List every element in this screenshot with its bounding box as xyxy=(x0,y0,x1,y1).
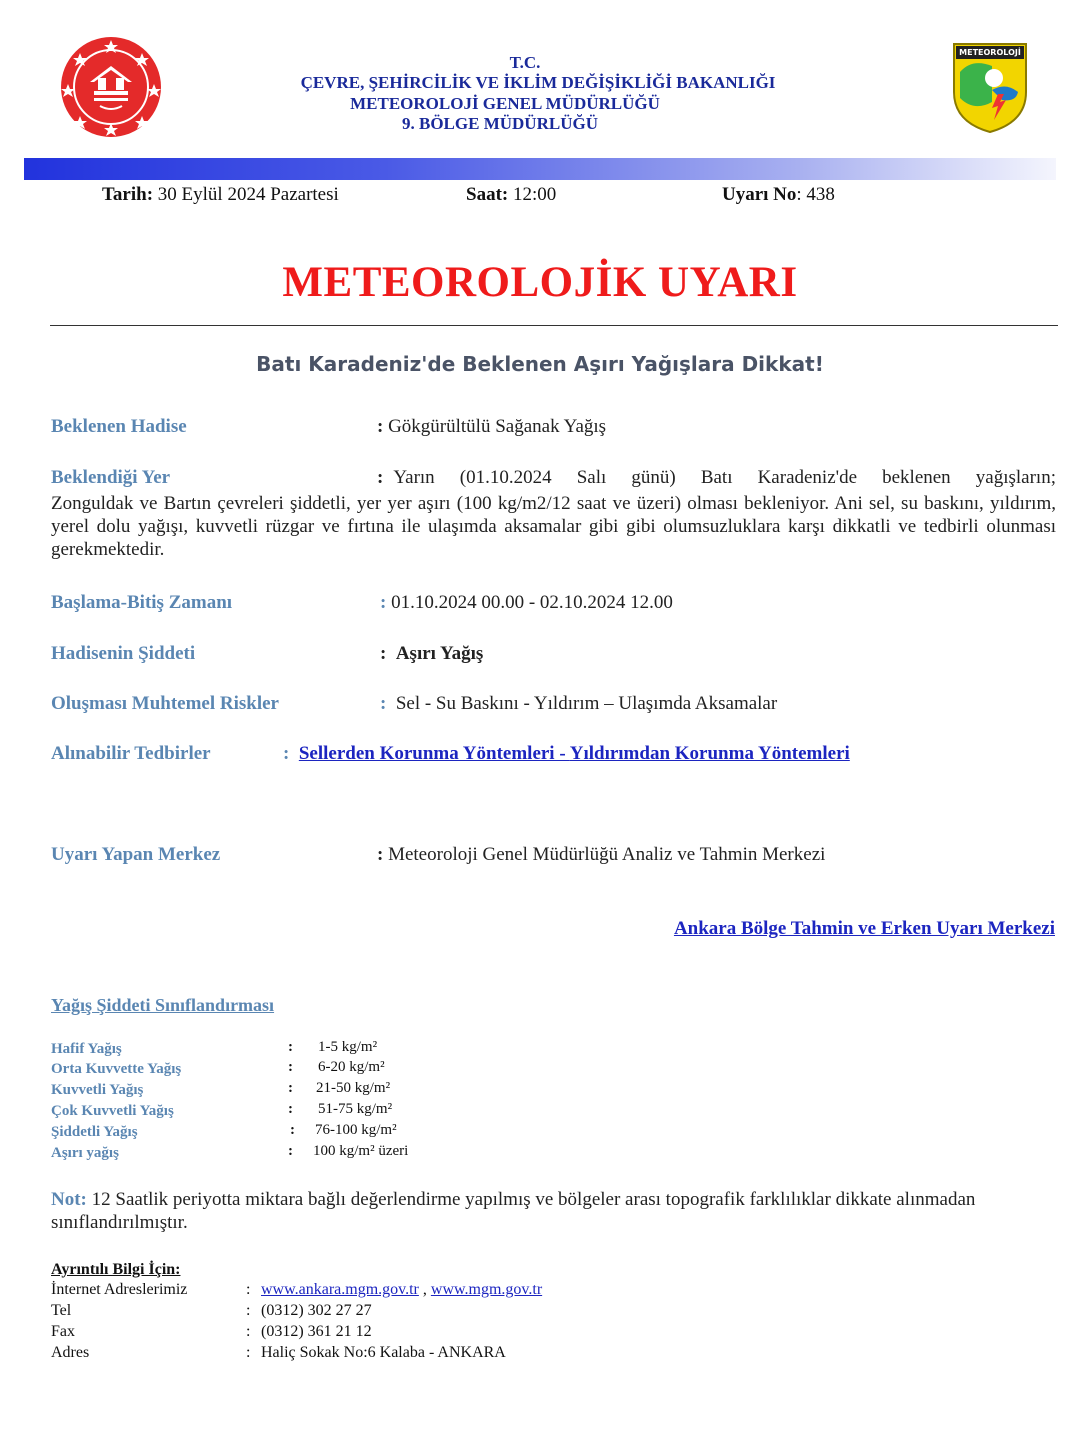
note xyxy=(51,1188,1051,1234)
class-row-name: Şiddetli Yağış xyxy=(51,1124,138,1140)
location-label: Beklendiği Yer xyxy=(51,467,171,488)
issuing-center-value: Meteoroloji Genel Müdürlüğü Analiz ve Tahmin Merkezi xyxy=(388,844,826,865)
note-text: 12 Saatlik periyotta miktara bağlı değerlendirme yapılmış ve bölgeler arası topografik farklılıklar dikkate alınmadan sınıflandırılmıştır. xyxy=(51,1189,976,1233)
class-row-colon: : xyxy=(288,1039,293,1055)
class-row-value: 51-75 kg/m² xyxy=(318,1101,393,1117)
ankara-website-link[interactable]: www.ankara.mgm.gov.tr xyxy=(261,1281,419,1298)
warning-subtitle: Batı Karadeniz'de Beklenen Aşırı Yağışlara Dikkat! xyxy=(256,352,824,376)
date-value: 30 Eylül 2024 Pazartesi xyxy=(153,184,339,205)
header-gradient-bar xyxy=(24,158,1056,180)
internet-colon: : xyxy=(246,1281,251,1298)
time-range-value: 01.10.2024 00.00 - 02.10.2024 12.00 xyxy=(391,592,673,613)
event-value: Gökgürültülü Sağanak Yağış xyxy=(388,416,607,437)
class-row-colon: : xyxy=(290,1122,295,1138)
warning-number-value: : 438 xyxy=(796,184,835,205)
tel-colon: : xyxy=(246,1302,251,1319)
event-label: Beklenen Hadise xyxy=(51,416,187,437)
class-row-value: 76-100 kg/m² xyxy=(315,1122,397,1138)
header-ministry: ÇEVRE, ŞEHİRCİLİK VE İKLİM DEĞİŞİKLİĞİ BAKANLIĞI xyxy=(300,73,776,92)
document-title: METEOROLOJİK UYARI xyxy=(282,259,798,306)
issuing-center-wrap: : Meteoroloji Genel Müdürlüğü Analiz ve Tahmin Merkezi xyxy=(377,844,826,865)
fax-value: (0312) 361 21 12 xyxy=(261,1323,372,1340)
measures-label: Alınabilir Tedbirler xyxy=(51,743,211,764)
class-row-name: Hafif Yağış xyxy=(51,1041,122,1057)
header-tc: T.C. xyxy=(509,53,541,72)
meteorology-logo-text: METEOROLOJİ xyxy=(959,48,1021,57)
class-row-colon: : xyxy=(288,1143,293,1159)
fax-label: Fax xyxy=(51,1323,75,1340)
header-directorate: METEOROLOJİ GENEL MÜDÜRLÜĞÜ xyxy=(350,94,660,113)
warning-number-field xyxy=(722,184,835,206)
time-label: Saat: xyxy=(466,184,509,205)
risks-label: Oluşması Muhtemel Riskler xyxy=(51,693,279,714)
time-value: 12:00 xyxy=(508,184,557,205)
risks-wrap: : Sel - Su Baskını - Yıldırım – Ulaşımda Aksamalar xyxy=(380,693,778,714)
event-value-wrap: : Gökgürültülü Sağanak Yağış xyxy=(377,416,607,437)
contact-heading: Ayrıntılı Bilgi İçin: xyxy=(51,1261,181,1278)
issuing-center-label: Uyarı Yapan Merkez xyxy=(51,844,221,865)
severity-value: Aşırı Yağış xyxy=(395,643,484,664)
warning-number-label: Uyarı No xyxy=(722,184,797,205)
tel-value: (0312) 302 27 27 xyxy=(261,1302,372,1319)
internet-separator: , xyxy=(418,1281,431,1298)
measures-wrap: : Sellerden Korunma Yöntemleri - Yıldırımdan Korunma Yöntemleri xyxy=(283,743,850,764)
address-colon: : xyxy=(246,1344,251,1361)
class-row-name: Çok Kuvvetli Yağış xyxy=(51,1103,174,1119)
time-range-wrap: : 01.10.2024 00.00 - 02.10.2024 12.00 xyxy=(380,592,673,613)
header-region: 9. BÖLGE MÜDÜRLÜĞÜ xyxy=(402,114,598,133)
date-label: Tarih: xyxy=(102,184,154,205)
address-value: Haliç Sokak No:6 Kalaba - ANKARA xyxy=(261,1344,506,1361)
lightning-protection-link[interactable]: Yıldırımdan Korunma Yöntemleri xyxy=(569,743,850,764)
note-label: Not: xyxy=(51,1189,87,1210)
severity-label: Hadisenin Şiddeti xyxy=(51,643,196,664)
location-first-line: : Yarın (01.10.2024 Salı günü) Batı Karadeniz'de beklenen yağışların; xyxy=(377,467,1056,488)
internet-links xyxy=(261,1281,542,1299)
class-row-value: 21-50 kg/m² xyxy=(316,1080,391,1096)
title-divider xyxy=(50,325,1058,326)
class-row-value: 6-20 kg/m² xyxy=(318,1059,385,1075)
location-value-first: Yarın (01.10.2024 Salı günü) Batı Karadeniz'de beklenen yağışların; xyxy=(393,467,1056,488)
classification-heading: Yağış Şiddeti Sınıflandırması xyxy=(51,995,275,1015)
fax-colon: : xyxy=(246,1323,251,1340)
severity-wrap: : Aşırı Yağış xyxy=(380,643,484,664)
class-row-colon: : xyxy=(288,1059,293,1075)
mgm-website-link[interactable]: www.mgm.gov.tr xyxy=(430,1281,543,1298)
class-row-value: 100 kg/m² üzeri xyxy=(313,1143,409,1159)
address-label: Adres xyxy=(51,1344,90,1361)
class-row-value: 1-5 kg/m² xyxy=(318,1039,378,1055)
class-row-colon: : xyxy=(288,1101,293,1117)
date-field xyxy=(102,184,339,206)
class-row-colon: : xyxy=(288,1080,293,1096)
time-range-label: Başlama-Bitiş Zamanı xyxy=(51,592,233,613)
time-field xyxy=(466,184,556,206)
risks-value: Sel - Su Baskını - Yıldırım – Ulaşımda Aksamalar xyxy=(395,693,778,714)
regional-center-link[interactable]: Ankara Bölge Tahmin ve Erken Uyarı Merkezi xyxy=(673,918,1055,939)
tel-label: Tel xyxy=(51,1302,72,1319)
class-row-name: Orta Kuvvette Yağış xyxy=(51,1061,182,1077)
class-row-name: Kuvvetli Yağış xyxy=(51,1082,144,1098)
location-value-rest: Zonguldak ve Bartın çevreleri şiddetli, yer yer aşırı (100 kg/m2/12 saat ve üzeri) olması bekleniyor. Ani sel, su baskını, yıldırım, yerel dolu yağışı, kuvvetli rüzgar ve fırtına ile ulaşımda aksamalar gibi gibi olumsuzluklara karşı dikkatli ve tedbirli olunması gerekmektedir. xyxy=(51,493,1056,560)
class-row-name: Aşırı yağış xyxy=(51,1145,119,1161)
flood-protection-link[interactable]: Sellerden Korunma Yöntemleri - xyxy=(298,743,570,764)
internet-label: İnternet Adreslerimiz xyxy=(51,1281,188,1298)
